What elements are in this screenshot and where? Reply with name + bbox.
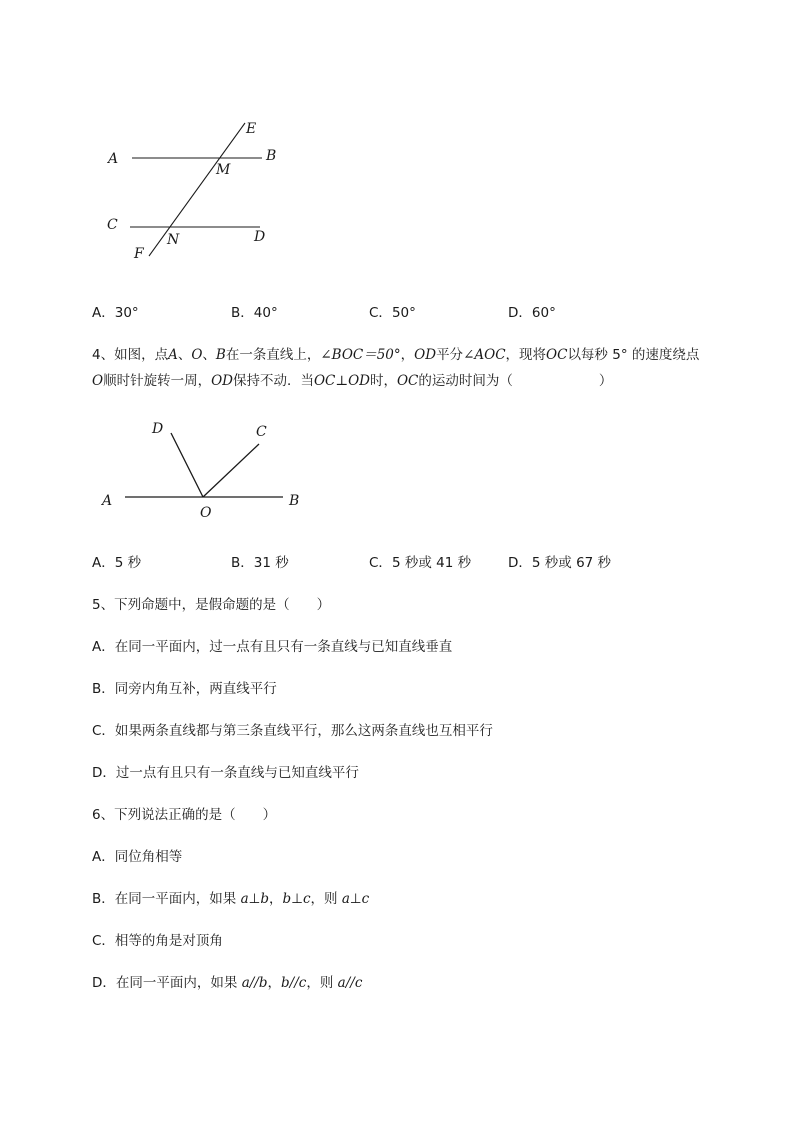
q3-option-a[interactable]: A．30° bbox=[92, 305, 139, 321]
ray-od bbox=[171, 433, 203, 497]
q5-option-a[interactable]: A．在同一平面内，过一点有且只有一条直线与已知直线垂直 bbox=[92, 639, 453, 655]
line-ef bbox=[149, 123, 245, 256]
label-b: B bbox=[266, 148, 277, 164]
q3-option-d[interactable]: D．60° bbox=[508, 305, 556, 321]
q6-stem: 6、下列说法正确的是（ ） bbox=[92, 807, 277, 823]
q5-option-b[interactable]: B．同旁内角互补，两直线平行 bbox=[92, 681, 277, 697]
q4-option-d[interactable]: D．5 秒或 67 秒 bbox=[508, 555, 612, 571]
q5-option-c[interactable]: C．如果两条直线都与第三条直线平行，那么这两条直线也互相平行 bbox=[92, 723, 493, 739]
label-c: C bbox=[107, 217, 118, 233]
q4-option-c[interactable]: C．5 秒或 41 秒 bbox=[369, 555, 472, 571]
label-a: A bbox=[108, 151, 119, 167]
q4-stem-line2: O顺时针旋转一周，OD保持不动．当OC⊥OD时，OC的运动时间为（ ） bbox=[92, 373, 613, 389]
figure-parallel-lines bbox=[100, 115, 290, 265]
label-d-2: D bbox=[152, 421, 164, 437]
label-n: N bbox=[167, 232, 180, 248]
q5-stem: 5、下列命题中，是假命题的是（ ） bbox=[92, 597, 331, 613]
q4-option-a[interactable]: A．5 秒 bbox=[92, 555, 142, 571]
label-a-2: A bbox=[102, 493, 113, 509]
q6-option-b[interactable]: B．在同一平面内，如果 a⊥b，b⊥c，则 a⊥c bbox=[92, 891, 370, 907]
label-d: D bbox=[254, 229, 266, 245]
q4-option-b[interactable]: B．31 秒 bbox=[231, 555, 289, 571]
q6-option-c[interactable]: C．相等的角是对顶角 bbox=[92, 933, 223, 949]
label-o-2: O bbox=[200, 505, 212, 521]
label-f: F bbox=[134, 246, 144, 262]
label-m: M bbox=[216, 162, 231, 178]
q3-option-b[interactable]: B．40° bbox=[231, 305, 278, 321]
label-b-2: B bbox=[289, 493, 300, 509]
ray-oc bbox=[203, 444, 259, 497]
q6-option-d[interactable]: D．在同一平面内，如果 a//b，b//c，则 a//c bbox=[92, 975, 363, 991]
q3-option-c[interactable]: C．50° bbox=[369, 305, 416, 321]
label-e: E bbox=[246, 121, 257, 137]
figure-angle bbox=[95, 415, 315, 525]
label-c-2: C bbox=[256, 424, 267, 440]
q4-stem-line1: 4、如图，点A、O、B在一条直线上，∠BOC＝50°，OD平分∠AOC，现将OC以每秒 5° 的速度绕点 bbox=[92, 347, 700, 363]
q5-option-d[interactable]: D．过一点有且只有一条直线与已知直线平行 bbox=[92, 765, 359, 781]
q6-option-a[interactable]: A．同位角相等 bbox=[92, 849, 183, 865]
